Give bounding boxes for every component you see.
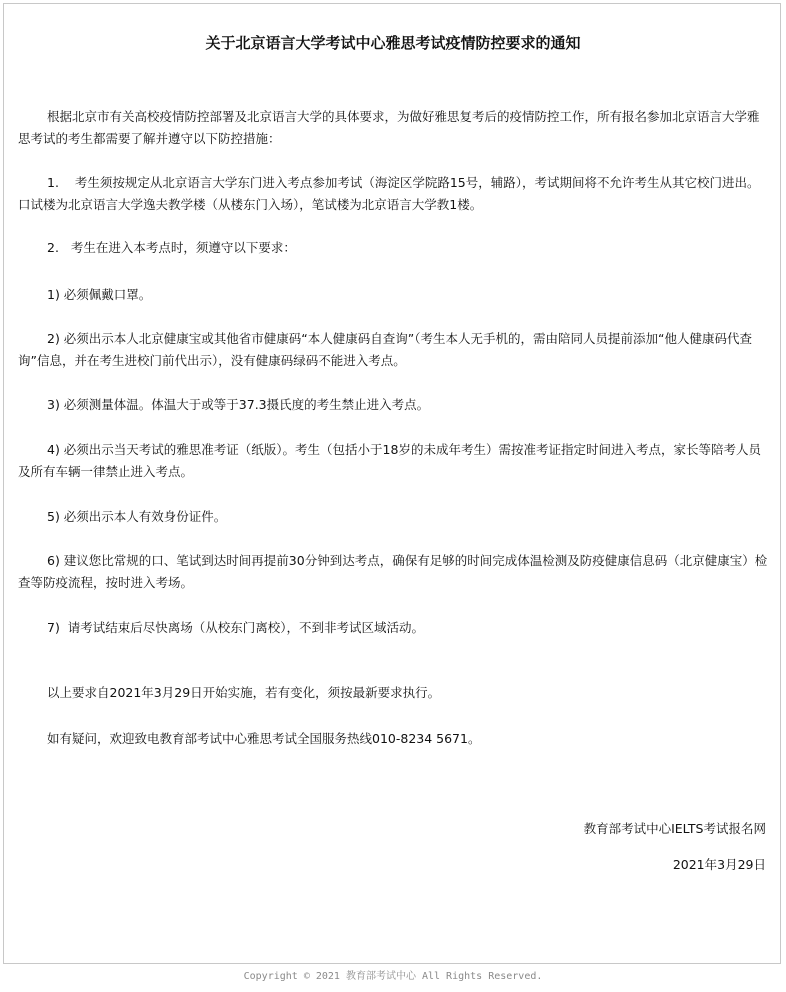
- intro-paragraph: 根据北京市有关高校疫情防控部署及北京语言大学的具体要求，为做好雅思复考后的疫情防控工作，所有报名参加北京语言大学雅思考试的考生都需要了解并遵守以下防控措施：: [18, 109, 760, 146]
- list-item-2: 2. 考生在进入本考点时，须遵守以下要求：: [47, 240, 296, 255]
- requirement-7: 7) 请考试结束后尽快离场（从校东门离校），不到非考试区域活动。: [47, 620, 425, 635]
- requirement-3: 3) 必须测量体温。体温大于或等于37.3摄氏度的考生禁止进入考点。: [47, 397, 430, 412]
- requirement-2: 2) 必须出示本人北京健康宝或其他省市健康码“本人健康码自查询”（考生本人无手机的，需由陪同人员提前添加“他人健康码代查询”信息，并在考生进校门前代出示），没有健康码绿码不能进入考点。: [18, 331, 752, 368]
- requirement-4: 4) 必须出示当天考试的雅思准考证（纸版）。考生（包括小于18岁的未成年考生）需按准考证指定时间进入考点，家长等陪考人员及所有车辆一律禁止进入考点。: [18, 442, 761, 479]
- contact-paragraph: 如有疑问，欢迎致电教育部考试中心雅思考试全国服务热线010-8234 5671。: [47, 731, 481, 746]
- requirement-6: 6) 建议您比常规的口、笔试到达时间再提前30分钟到达考点，确保有足够的时间完成体温检测及防疫健康信息码（北京健康宝）检查等防疫流程，按时进入考场。: [18, 553, 768, 590]
- requirement-5: 5) 必须出示本人有效身份证件。: [47, 509, 227, 524]
- effective-date-paragraph: 以上要求自2021年3月29日开始实施，若有变化，须按最新要求执行。: [47, 685, 441, 700]
- signature: 教育部考试中心IELTS考试报名网: [583, 821, 766, 836]
- requirement-1: 1) 必须佩戴口罩。: [47, 287, 152, 302]
- list-item-1: 1. 考生须按规定从北京语言大学东门进入考点参加考试（海淀区学院路15号，辅路），考试期间将不允许考生从其它校门进出。口试楼为北京语言大学逸夫教学楼（从楼东门入场），笔试楼为北京语言大学教1楼。: [18, 175, 760, 212]
- notice-date: 2021年3月29日: [672, 857, 766, 872]
- copyright-footer: Copyright © 2021 教育部考试中心 All Rights Reserved.: [243, 971, 543, 982]
- notice-title: 关于北京语言大学考试中心雅思考试疫情防控要求的通知: [205, 34, 581, 52]
